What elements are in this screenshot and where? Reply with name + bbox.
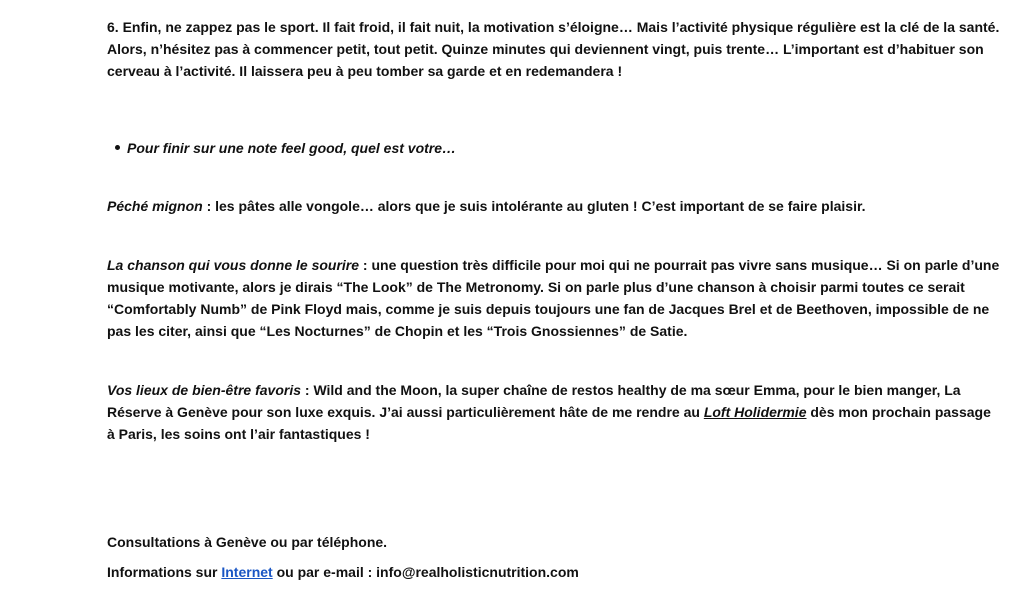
loft-holidermie-link[interactable]: Loft Holidermie bbox=[703, 404, 807, 420]
bullet-list bbox=[107, 137, 1002, 159]
footer-info-after: ou par e-mail : info@realholisticnutrition.com bbox=[272, 564, 579, 580]
article-body bbox=[107, 16, 1002, 591]
paragraph-lieux bbox=[107, 379, 1002, 445]
chanson-label: La chanson qui vous donne le sourire bbox=[107, 257, 360, 273]
lieux-text-after: dès mon prochain passage à Paris, les soins ont l’air fantastiques ! bbox=[107, 404, 991, 442]
chanson-text: : une question très difficile pour moi qui ne pourrait pas vivre sans musique… Si on parle d’une musique motivante, alors je dirais “The Look” de The Metronomy. Si on parle plus d’une chanson à choisir parmi toutes ce serait “Comfortably Numb” de Pink Floyd mais, comme je suis depuis toujours une fan de Jacques Brel et de Beethoven, impossible de ne pas les citer, ainsi que “Les Nocturnes” de Chopin et les “Trois Gnossiennes” de Satie. bbox=[107, 257, 1000, 339]
footer-informations bbox=[107, 561, 1002, 583]
paragraph-peche-mignon bbox=[107, 195, 1002, 217]
paragraph-sport: 6. Enfin, ne zappez pas le sport. Il fait froid, il fait nuit, la motivation s’éloigne… Mais l’activité physique régulière est la clé de la santé. Alors, n’hésitez pas à commencer petit, tout petit. Quinze minutes qui deviennent vingt, puis trente… L’important est d’habituer son cerveau à l’activité. Il laissera peu à peu tomber sa garde et en redemandera ! bbox=[107, 19, 1000, 79]
footer-consultations: Consultations à Genève ou par téléphone. bbox=[107, 534, 388, 550]
bullet-item-feel-good: Pour finir sur une note feel good, quel est votre… bbox=[127, 137, 1002, 159]
peche-label: Péché mignon bbox=[107, 198, 203, 214]
peche-text: : les pâtes alle vongole… alors que je suis intolérante au gluten ! C’est important de se faire plaisir. bbox=[202, 198, 866, 214]
lieux-label: Vos lieux de bien-être favoris bbox=[107, 382, 301, 398]
internet-link[interactable]: Internet bbox=[221, 564, 273, 580]
footer-info-before: Informations sur bbox=[107, 564, 222, 580]
lieux-text-before: : Wild and the Moon, la super chaîne de restos healthy de ma sœur Emma, pour le bien manger, La Réserve à Genève pour son luxe exquis. J’ai aussi particulièrement hâte de me rendre au bbox=[107, 382, 961, 420]
paragraph-chanson bbox=[107, 254, 1002, 342]
